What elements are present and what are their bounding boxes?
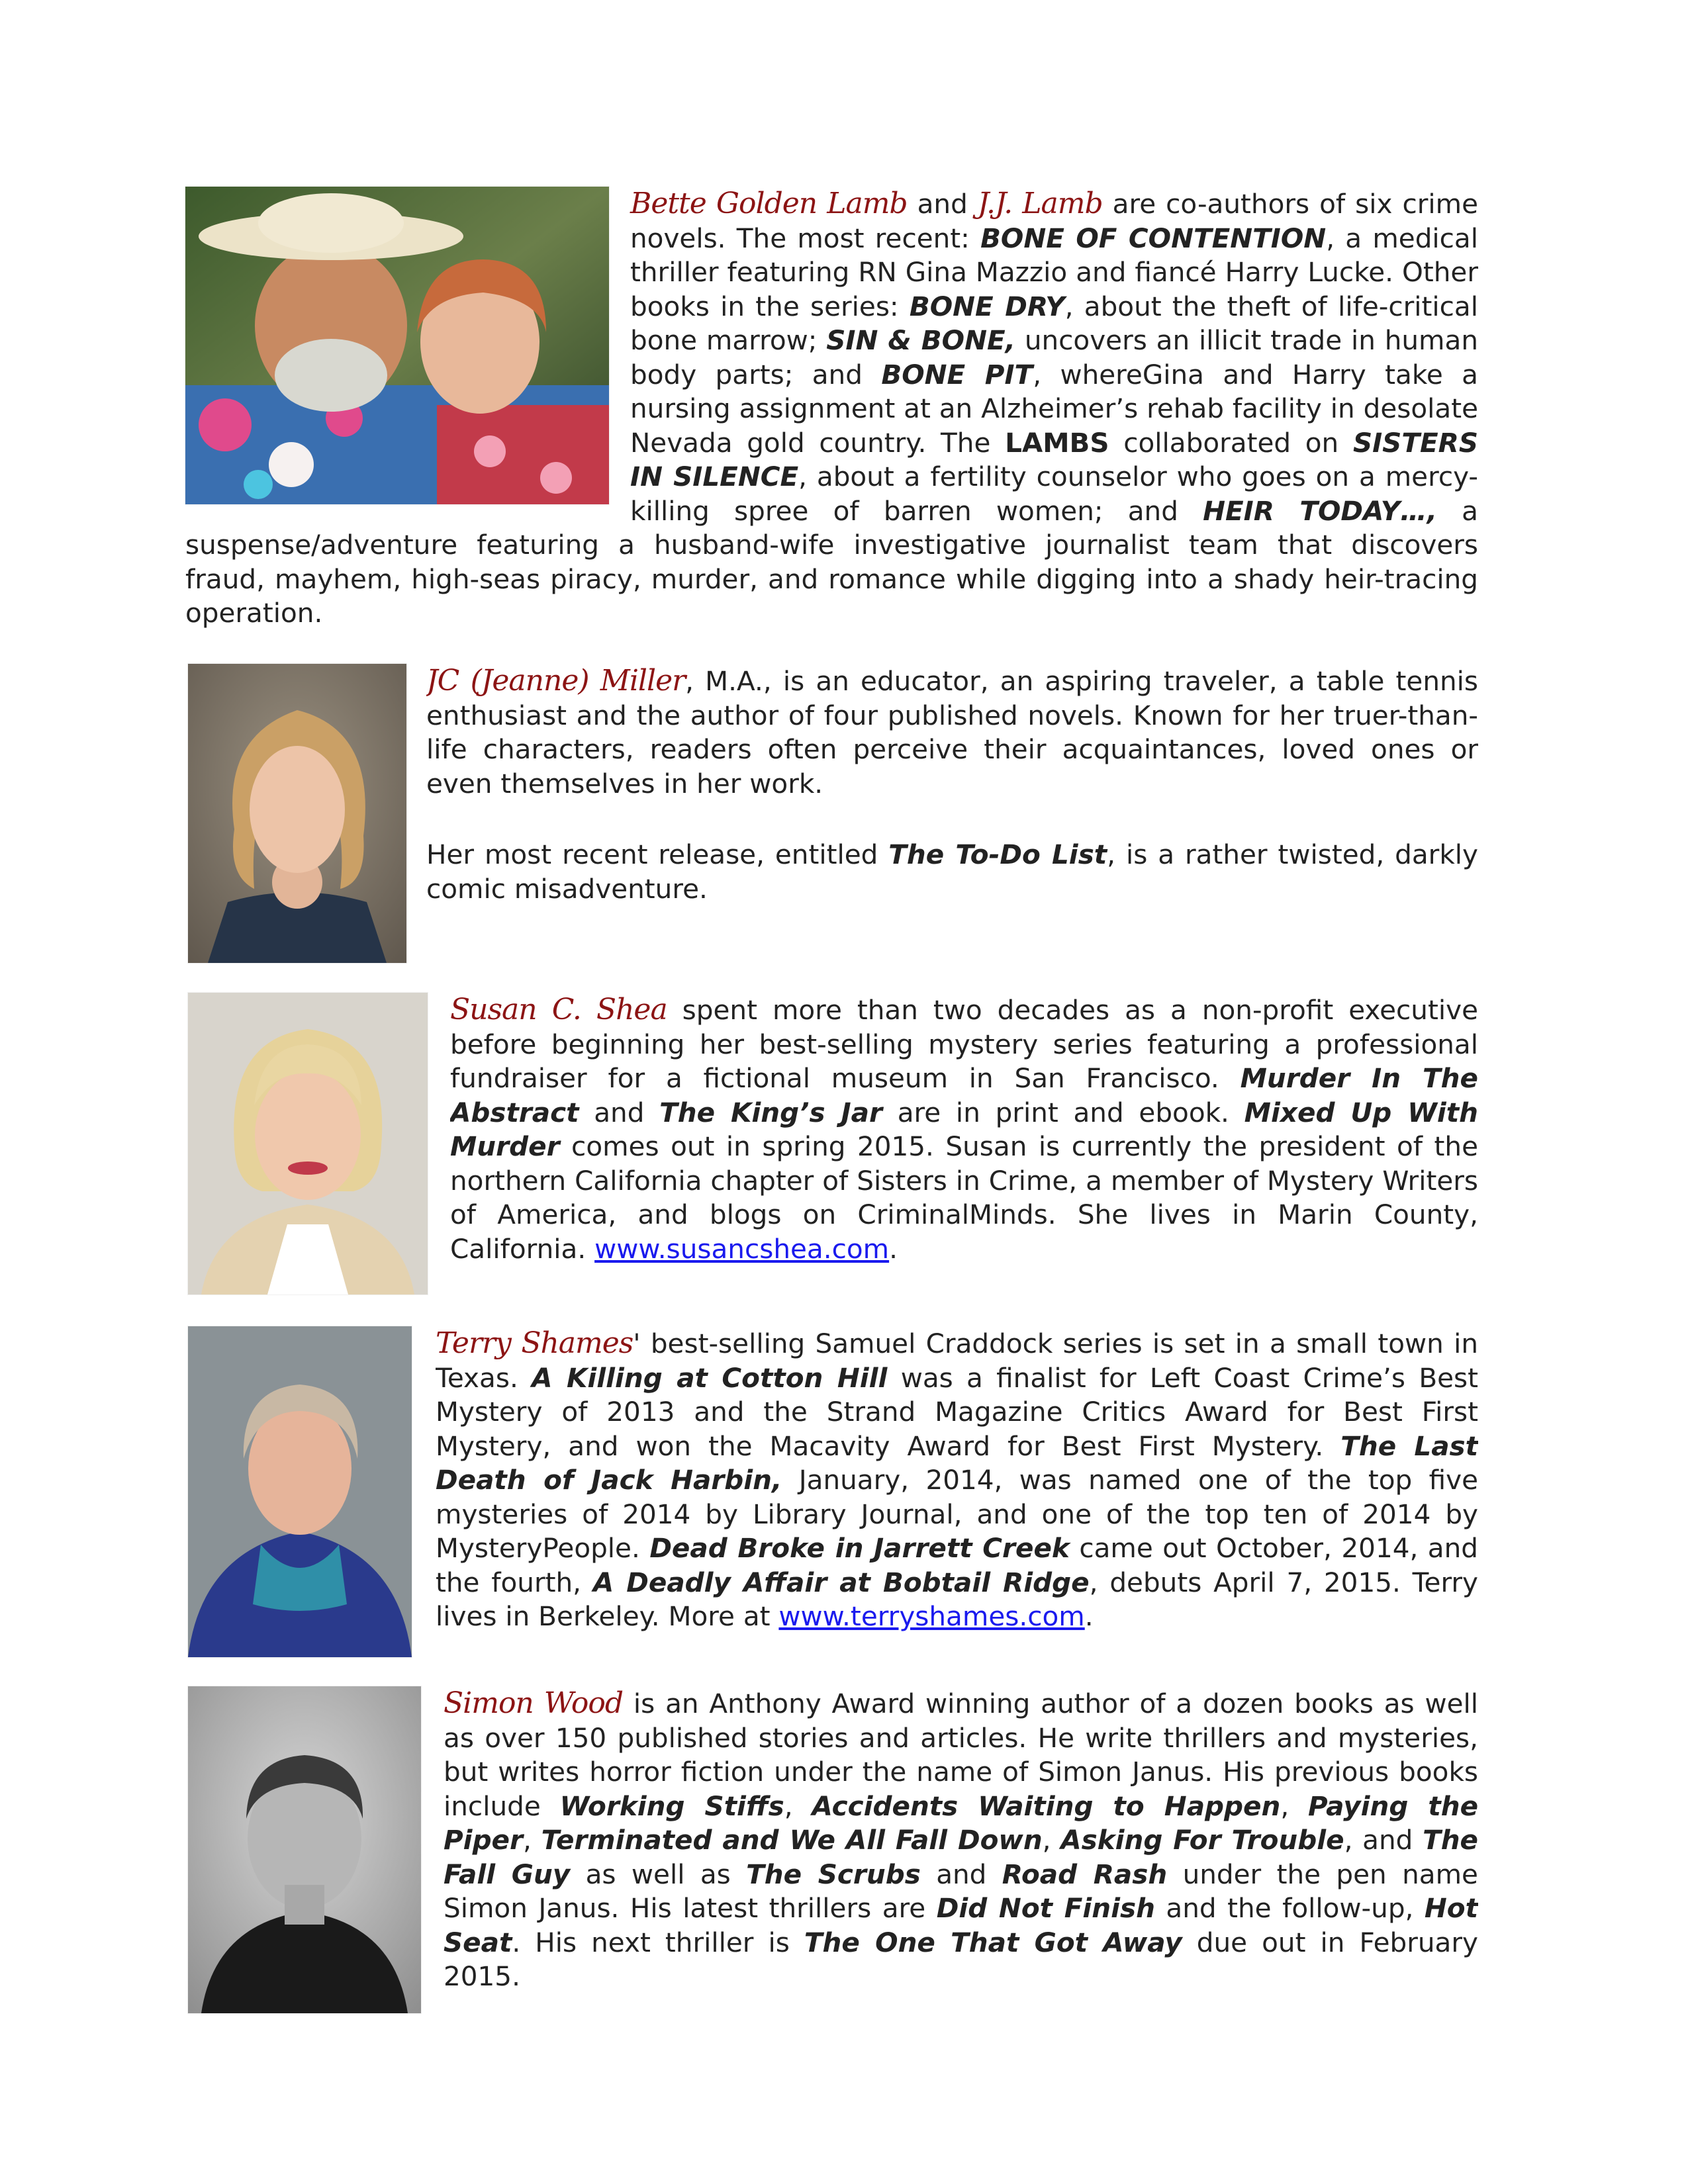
bio-text: collaborated on (1109, 426, 1353, 459)
bio-text: , about the theft of life-critical bone marrow; (630, 290, 1478, 356)
bio-text: and (920, 1858, 1002, 1890)
bio-text: was a finalist for Left Coast Crime’s Best Mystery of 2013 and the Strand Magazine Critics Award for Best First Mystery, and won the Macavity Award for Best First Mystery. (436, 1361, 1478, 1462)
bio-text: , (1042, 1824, 1061, 1856)
book-title: HEIR TODAY…, (1203, 494, 1437, 527)
bio-text: spent more than two decades as a non-profit executive before beginning her best-selling mystery series featuring a professional fundraiser for a fictional museum in San Francisco. (450, 994, 1478, 1094)
bio-wood-paragraph (444, 1686, 1478, 1994)
bio-lamb (185, 187, 1478, 631)
book-title: Accidents Waiting to Happen (812, 1790, 1281, 1822)
lamb-photo (185, 187, 609, 504)
bio-text: , M.A., is an educator, an aspiring traveler, a table tennis enthusiast and the author of four published novels. Known for her truer-than-life characters, readers often perceive their acquaintances, loved ones or even themselves in her work. (426, 665, 1478, 799)
lambs-label: LAMBS (1005, 426, 1109, 459)
book-title: BONE DRY (909, 290, 1065, 322)
book-title: BONE PIT (881, 358, 1033, 390)
bio-text: , (523, 1824, 541, 1856)
bio-text: came out October, 2014, and the fourth, (436, 1532, 1478, 1598)
book-title: A Killing at Cotton Hill (532, 1361, 888, 1394)
bio-miller (185, 664, 1478, 963)
bio-text: and (579, 1096, 660, 1128)
bio-text: Her most recent release, entitled (426, 839, 889, 870)
bio-text: , and (1344, 1824, 1423, 1856)
book-title: SIN & BONE, (826, 324, 1016, 356)
shames-photo-image (188, 1326, 412, 1657)
book-title: Did Not Finish (936, 1892, 1155, 1924)
bio-text: . (889, 1232, 898, 1265)
book-title: The Last Death of Jack Harbin, (436, 1430, 1478, 1496)
author-name-bette: Bette Golden Lamb (630, 187, 908, 220)
bio-wood-text (444, 1686, 1478, 1994)
wood-photo-image (188, 1686, 421, 2013)
book-title: Road Rash (1002, 1858, 1168, 1890)
bio-text: a suspense/adventure featuring a husband-wife investigative journalist team that discovers fraud, mayhem, high-seas piracy, murder, and romance while digging into a shady heir-tracing operation. (185, 494, 1478, 629)
bio-miller-text (426, 664, 1478, 906)
shames-photo (188, 1326, 412, 1657)
bio-shames-text (436, 1326, 1478, 1634)
bio-shames-paragraph (436, 1326, 1478, 1634)
book-title: The Fall Guy (444, 1824, 1478, 1890)
book-title: Hot Seat (444, 1892, 1478, 1958)
book-title: BONE OF CONTENTION (980, 222, 1327, 254)
bio-text: under the pen name Simon Janus. His latest thrillers are (444, 1858, 1478, 1924)
bio-text: January, 2014, was named one of the top five mysteries of 2014 by Library Journal, and one of the top ten of 2014 by MysteryPeople. (436, 1464, 1478, 1564)
bio-text: , about a fertility counselor who goes on a mercy-killing spree of barren women; and (630, 461, 1478, 527)
lamb-photo-image (185, 187, 609, 504)
bio-text: is an Anthony Award winning author of a dozen books as well as over 150 published stories and articles. He write thrillers and mysteries, but writes horror fiction under the name of Simon Janus. His previous books include (444, 1688, 1478, 1822)
bio-text: as well as (570, 1858, 747, 1890)
bio-shea-text (450, 993, 1478, 1266)
shea-website-link[interactable]: www.susancshea.com (594, 1232, 890, 1265)
bio-shames (185, 1326, 1478, 1657)
bio-text: and (907, 188, 978, 220)
shea-photo (188, 993, 428, 1295)
bio-lamb-text (185, 187, 1478, 631)
bio-text: . (1084, 1600, 1094, 1632)
bio-text: uncovers an illicit trade in human body parts; and (630, 324, 1478, 390)
book-title: Asking For Trouble (1060, 1824, 1344, 1856)
wood-photo (188, 1686, 421, 2013)
bio-text: and the follow-up, (1154, 1892, 1425, 1924)
bio-miller-paragraph-2 (426, 838, 1478, 906)
author-name-miller: JC (Jeanne) Miller (426, 664, 686, 698)
bio-wood (185, 1686, 1478, 2013)
miller-photo-image (188, 664, 406, 963)
bio-text: , (784, 1790, 812, 1822)
book-title: Paying the Piper (444, 1790, 1478, 1856)
author-name-wood: Simon Wood (444, 1686, 624, 1720)
author-name-shames: Terry Shames (436, 1326, 633, 1360)
book-title: Murder In The Abstract (450, 1062, 1478, 1128)
book-title: The Scrubs (746, 1858, 921, 1890)
book-title: A Deadly Affair at Bobtail Ridge (592, 1566, 1090, 1598)
bio-text: . His next thriller is (512, 1926, 804, 1958)
bio-shea-paragraph (450, 993, 1478, 1266)
book-title: The King’s Jar (659, 1096, 882, 1128)
book-title: Dead Broke in Jarrett Creek (649, 1532, 1070, 1564)
book-title: Mixed Up With Murder (450, 1096, 1478, 1162)
book-title: The One That Got Away (804, 1926, 1182, 1958)
bio-text: , a medical thriller featuring RN Gina Mazzio and fiancé Harry Lucke. Other books in the series: (630, 222, 1479, 322)
author-name-shea: Susan C. Shea (450, 993, 667, 1026)
bio-text: due out in February 2015. (444, 1926, 1478, 1992)
bio-shea (185, 993, 1478, 1295)
author-name-jj: J.J. Lamb (977, 187, 1103, 220)
book-title: SISTERS IN SILENCE (630, 426, 1478, 492)
bio-text: are co-authors of six crime novels. The most recent: (630, 188, 1478, 254)
bio-text: , debuts April 7, 2015. Terry lives in Berkeley. More at (436, 1566, 1478, 1632)
bio-miller-paragraph-1 (426, 664, 1478, 801)
bio-text: comes out in spring 2015. Susan is currently the president of the northern California chapter of Sisters in Crime, a member of Mystery Writers of America, and blogs on CriminalMinds. She lives in Marin County, California. (450, 1130, 1478, 1265)
shames-website-link[interactable]: www.terryshames.com (778, 1600, 1085, 1632)
book-title: The To-Do List (888, 839, 1107, 870)
bio-text: ' best-selling Samuel Craddock series is set in a small town in Texas. (436, 1328, 1478, 1394)
book-title: Working Stiffs (559, 1790, 784, 1822)
book-title: Terminated and We All Fall Down (541, 1824, 1043, 1856)
miller-photo (188, 664, 406, 963)
bio-text: , is a rather twisted, darkly comic misadventure. (426, 839, 1478, 905)
shea-photo-image (188, 993, 428, 1295)
bio-text: , whereGina and Harry take a nursing assignment at an Alzheimer’s rehab facility in desolate Nevada gold country. The (630, 358, 1478, 459)
bio-text: , (1280, 1790, 1309, 1822)
bio-text: are in print and ebook. (882, 1096, 1244, 1128)
